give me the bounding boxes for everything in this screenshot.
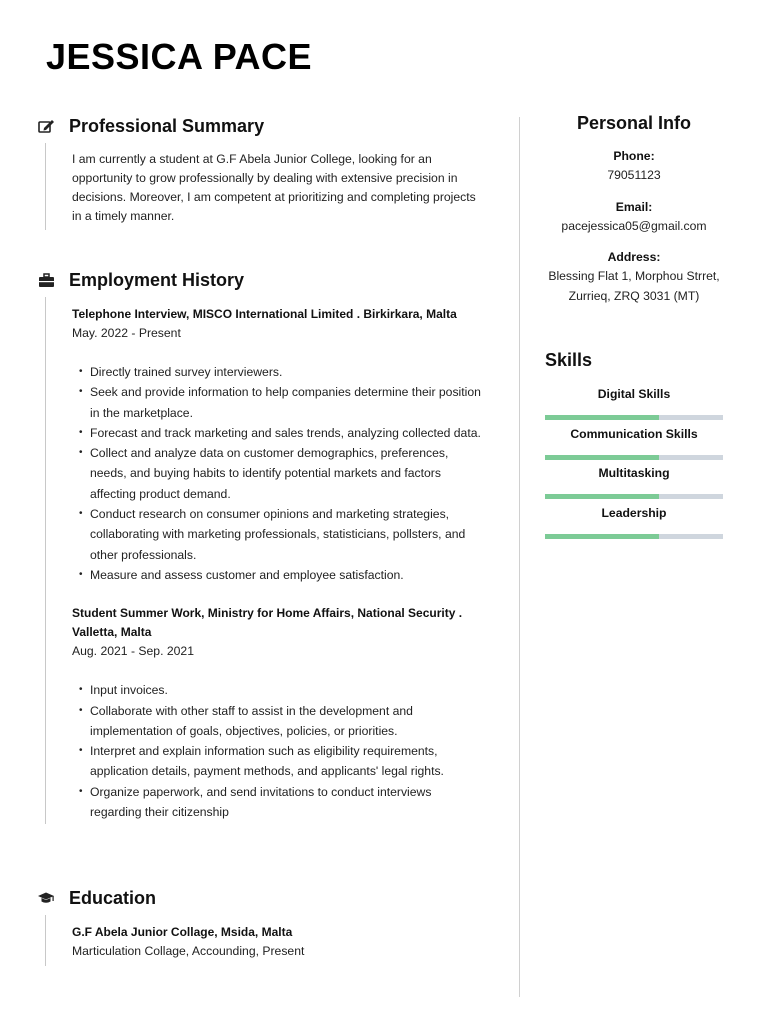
personal-info-section xyxy=(545,113,723,306)
list-item: • Measure and assess customer and employee satisfaction. xyxy=(72,565,486,585)
phone-label: Phone: xyxy=(613,149,655,163)
employment-section xyxy=(36,269,486,824)
summary-text: I am currently a student at G.F Abela Junior College, looking for an opportunity to grow professionally by dealing with extensive precision in decisions. Moreover, I am competent at prioritizing and completing projects in a timely manner. xyxy=(72,152,476,223)
skill-level-fill xyxy=(545,494,659,499)
employment-heading: Employment History xyxy=(69,269,245,290)
job-title: Student Summer Work, Ministry for Home Affairs, National Security . Valletta, Malta xyxy=(72,606,463,640)
education-school: G.F Abela Junior Collage, Msida, Malta xyxy=(72,925,293,939)
skills-heading: Skills xyxy=(545,350,593,370)
summary-heading: Professional Summary xyxy=(69,115,265,136)
column-divider xyxy=(519,117,520,997)
skill-item xyxy=(545,426,723,460)
address-label: Address: xyxy=(607,250,661,264)
skill-name: Multitasking xyxy=(598,466,670,480)
job-title: Telephone Interview, MISCO International Limited . Birkirkara, Malta xyxy=(72,307,457,321)
list-item: • Forecast and track marketing and sales trends, analyzing collected data. xyxy=(72,423,486,443)
list-item: • Directly trained survey interviewers. xyxy=(72,362,486,382)
email-value: pacejessica05@gmail.com xyxy=(561,218,707,233)
job-dates: Aug. 2021 - Sep. 2021 xyxy=(72,644,194,659)
address-value: Blessing Flat 1, Morphou Strret, Zurrieq, ZRQ 3031 (MT) xyxy=(548,269,720,303)
skill-level-fill xyxy=(545,415,659,420)
list-item: • Input invoices. xyxy=(72,680,486,700)
list-item: • Conduct research on consumer opinions and marketing strategies, collaborating with marketing professionals, statisticians, pollsters, and other professionals. xyxy=(72,504,486,565)
personal-info-heading: Personal Info xyxy=(576,113,692,133)
education-detail: Marticulation Collage, Accounding, Present xyxy=(72,944,305,958)
list-item: • Seek and provide information to help companies determine their position in the marketplace. xyxy=(72,382,486,423)
email-label: Email: xyxy=(615,199,653,214)
skill-level-bar xyxy=(545,494,723,499)
list-item: • Organize paperwork, and send invitations to conduct interviews regarding their citizenship xyxy=(72,782,486,823)
job-dates: May. 2022 - Present xyxy=(72,326,181,340)
skill-name: Leadership xyxy=(601,506,667,520)
skill-name: Digital Skills xyxy=(597,387,671,401)
skill-level-bar xyxy=(545,415,723,420)
education-heading: Education xyxy=(69,887,157,908)
education-section xyxy=(36,887,486,966)
skill-level-fill xyxy=(545,455,659,460)
skill-level-bar xyxy=(545,455,723,460)
skill-item xyxy=(545,505,723,539)
summary-section xyxy=(36,115,486,230)
list-item: • Collaborate with other staff to assist in the development and implementation of goals, objectives, policies, or priorities. xyxy=(72,701,486,742)
skill-level-fill xyxy=(545,534,659,539)
graduation-cap-icon xyxy=(36,888,56,908)
skill-item xyxy=(545,465,723,499)
job-duties xyxy=(72,362,486,585)
job-entry xyxy=(72,305,486,585)
phone-value: 79051123 xyxy=(607,168,661,182)
job-duties xyxy=(72,680,486,822)
skill-level-bar xyxy=(545,534,723,539)
candidate-name: JESSICA PACE xyxy=(46,36,313,77)
list-item: • Interpret and explain information such as eligibility requirements, application details, payment methods, and applicants' legal rights. xyxy=(72,741,486,782)
briefcase-icon xyxy=(36,270,56,290)
list-item: • Collect and analyze data on customer demographics, preferences, needs, and buying habits to identify potential markets and factors affecting product demand. xyxy=(72,443,486,504)
job-entry xyxy=(72,604,486,822)
edit-icon xyxy=(36,116,56,136)
skill-name: Communication Skills xyxy=(570,427,698,441)
skill-item xyxy=(545,386,723,420)
